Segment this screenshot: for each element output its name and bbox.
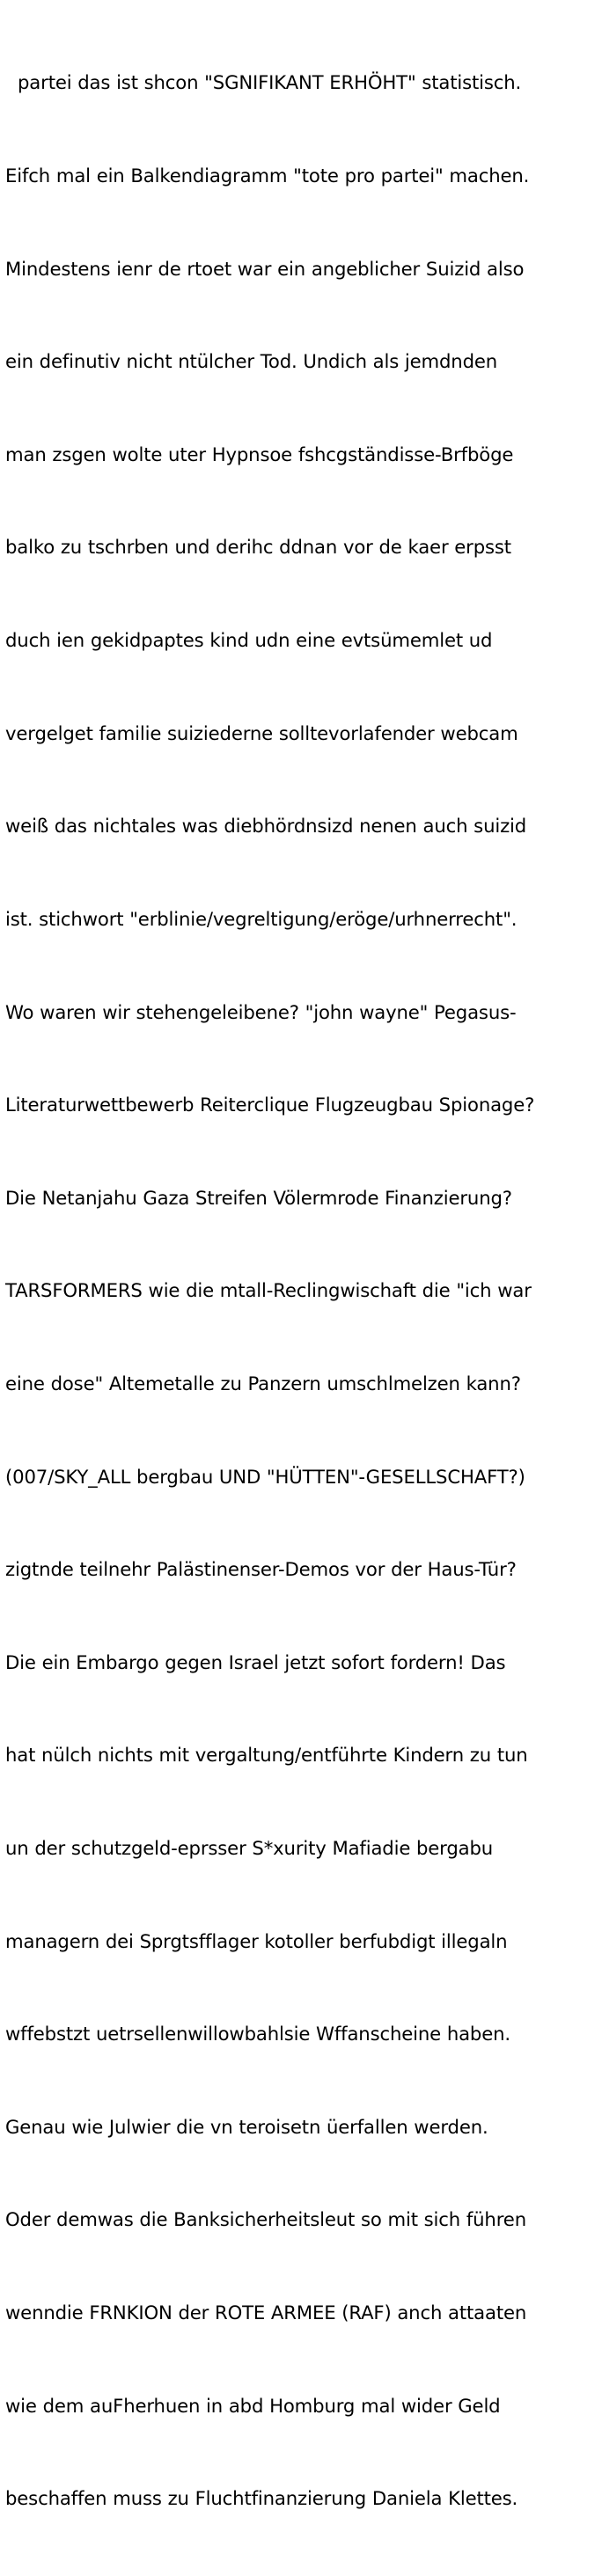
document-text-block — [5, 5, 595, 2576]
text-line: vergelget familie suiziederne solltevorlafender webcam — [5, 721, 518, 744]
text-line: hat nülch nichts mit vergaltung/entführte Kindern zu tun — [5, 1744, 528, 1767]
text-line: Oder demwas die Banksicherheitsleut so mit sich führen — [5, 2208, 526, 2231]
text-line: wie dem auFherhuen in abd Homburg mal wider Geld — [5, 2394, 501, 2417]
text-line: managern dei Sprgtsfflager kotoller berfubdigt illegaln — [5, 1929, 508, 1952]
text-line: Wo waren wir stehengeleibene? "john wayne" Pegasus- — [5, 1000, 517, 1023]
text-line: beschaffen muss zu Fluchtfinanzierung Daniela Klettes. — [5, 2487, 518, 2510]
text-line: ist. stichwort "erblinie/vegreltigung/eröge/urhnerrecht". — [5, 907, 518, 930]
text-line: (007/SKY_ALL bergbau UND "HÜTTEN"-GESELLSCHAFT?) — [5, 1465, 525, 1488]
text-line: ein definutiv nicht ntülcher Tod. Undich als jemdnden — [5, 350, 498, 373]
text-line: wffebstzt uetrsellenwillowbahlsie Wffanscheine haben. — [5, 2023, 510, 2045]
text-line: Mindestens ienr de rtoet war ein angeblicher Suizid also — [5, 257, 525, 280]
text-line: balko zu tschrben und derihc ddnan vor de kaer erpsst — [5, 536, 511, 559]
text-line: partei das ist shcon "SGNIFIKANT ERHÖHT" statistisch. — [18, 71, 522, 94]
text-line: zigtnde teilnehr Palästinenser-Demos vor der Haus-Tür? — [5, 1558, 517, 1581]
text-line: TARSFORMERS wie die mtall-Reclingwischaft die "ich war — [5, 1279, 532, 1302]
text-line: Eifch mal ein Balkendiagramm "tote pro partei" machen. — [5, 165, 530, 187]
text-line: Literaturwettbewerb Reiterclique Flugzeugbau Spionage? — [5, 1094, 535, 1116]
text-line: Die Netanjahu Gaza Streifen Völermrode Finanzierung? — [5, 1186, 512, 1209]
text-line: eine dose" Altemetalle zu Panzern umschlmelzen kann? — [5, 1372, 521, 1394]
text-line: man zsgen wolte uter Hypnsoe fshcgständisse-Brfböge — [5, 443, 514, 465]
text-line: duch ien gekidpaptes kind udn eine evtsümemlet ud — [5, 629, 493, 652]
text-line: Genau wie Julwier die vn teroisetn üerfallen werden. — [5, 2115, 488, 2138]
text-line: weiß das nichtales was diebhördnsizd nenen auch suizid — [5, 815, 527, 838]
text-line: un der schutzgeld-eprsser S*xurity Mafiadie bergabu — [5, 1836, 494, 1859]
text-line: Die ein Embargo gegen Israel jetzt sofort fordern! Das — [5, 1650, 506, 1673]
text-line: wenndie FRNKION der ROTE ARMEE (RAF) anch attaaten — [5, 2302, 527, 2324]
